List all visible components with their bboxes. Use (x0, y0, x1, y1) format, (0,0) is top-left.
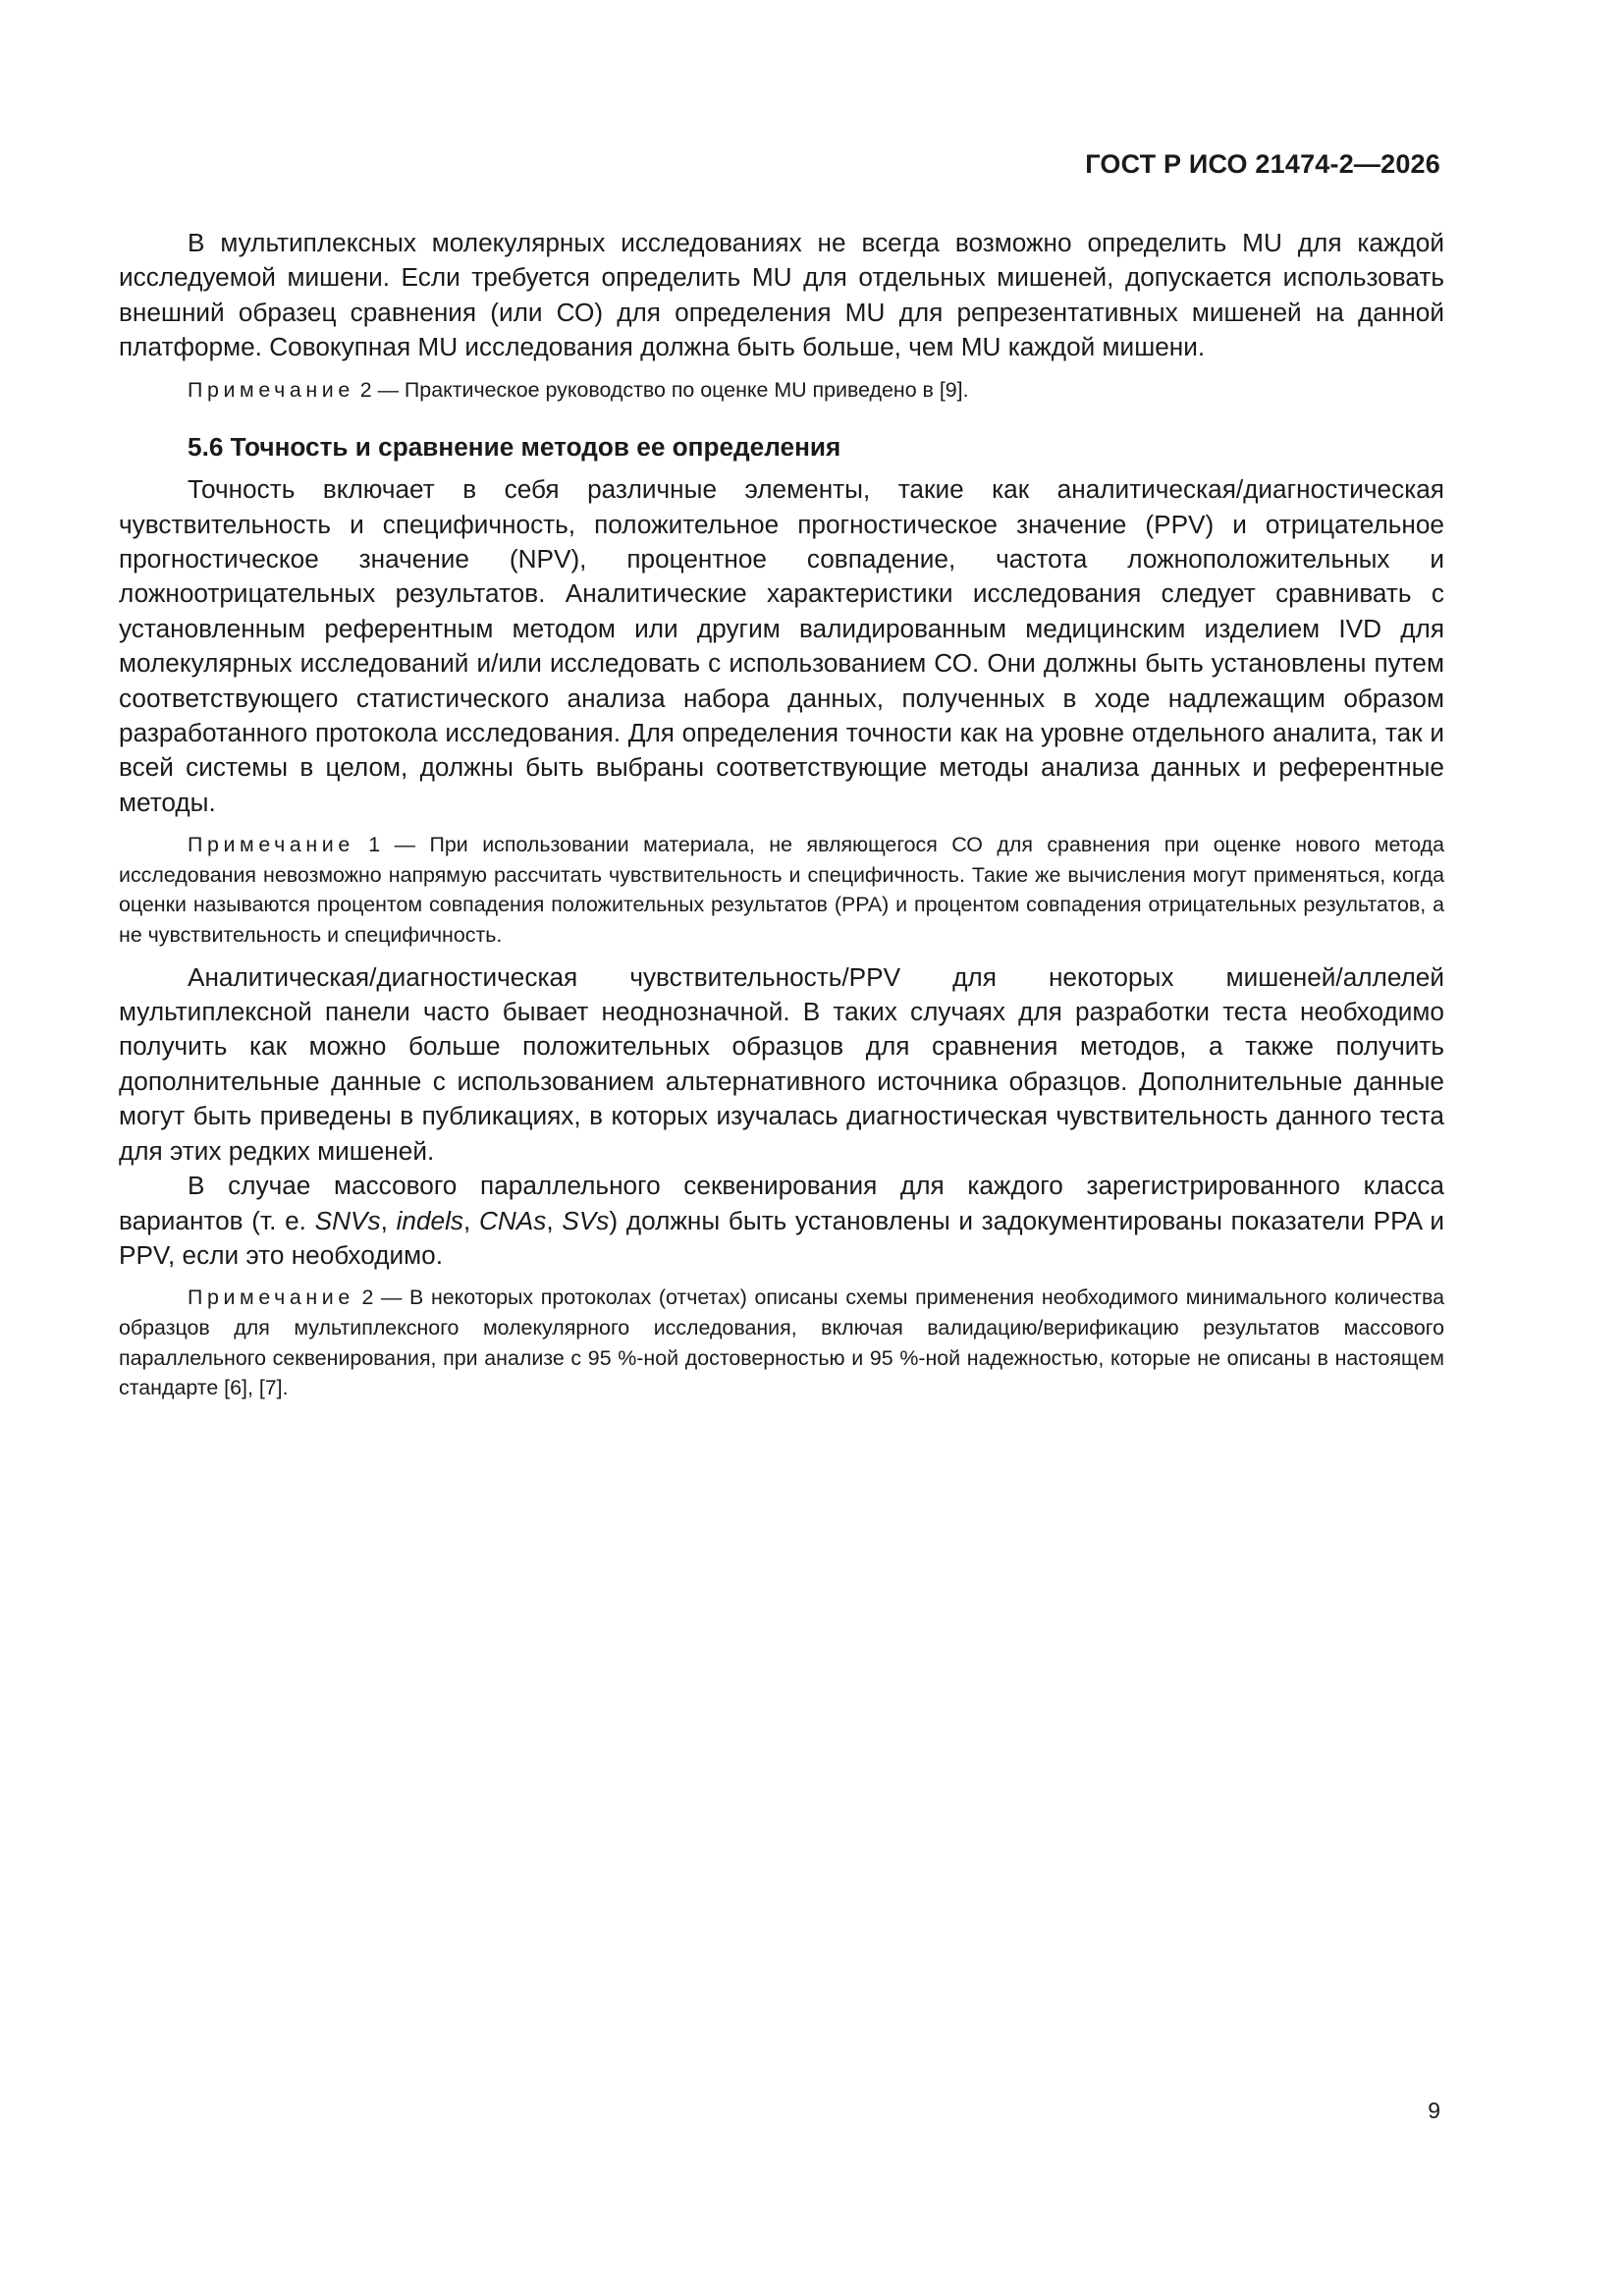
paragraph-mps (119, 1169, 1444, 1273)
note-protocols (119, 1283, 1444, 1402)
text-fragment: , (463, 1205, 479, 1235)
note-label: Примечание (188, 1285, 354, 1310)
note-text: 2 — В некоторых протоколах (отчетах) описаны схемы применения необходимого минимального количества образцов для мультиплексного молекулярного исследования, включая валидацию/верификацию результатов массового параллельного секвенирования, при анализе с 95 %-ной достоверностью и 95 %-ной надежностью, которые не описаны в настоящем стандарте [6], [7]. (119, 1285, 1444, 1400)
term-cnas: CNAs (478, 1205, 547, 1235)
note-text: 1 — При использовании материала, не являющегося СО для сравнения при оценке нового метода исследования невозможно напрямую рассчитать чувствительность и специфичность. Такие же вычисления могут применяться, когда оценки называются процентом совпадения положительных результатов (PPA) и процентом совпадения отрицательных результатов, а не чувствительность и специфичность. (119, 833, 1444, 948)
text-fragment: В случае массового параллельного секвенирования для каждого зарегистрированного класса вариантов (т. е. (119, 1171, 1444, 1235)
note-ppa (119, 830, 1444, 950)
paragraph-sensitivity: Аналитическая/диагностическая чувствительность/PPV для некоторых мишеней/аллелей мультиплексной панели часто бывает неоднозначной. В таких случаях для разработки теста необходимо получить как можно больше положительных образцов для сравнения методов, а также получить дополнительные данные с использованием альтернативного источника образцов. Дополнительные данные могут быть приведены в публикациях, в которых изучалась диагностическая чувствительность данного теста для этих редких мишеней. (119, 961, 1444, 1166)
text-fragment: ) должны быть установлены и задокументированы показатели PPA и PPV, если это необходимо. (119, 1205, 1444, 1270)
note-mu-guidance (119, 375, 1444, 406)
term-svs: SVs (562, 1205, 610, 1235)
page-body (119, 226, 1444, 1403)
paragraph-accuracy: Точность включает в себя различные элементы, такие как аналитическая/диагностическая чувствительность и специфичность, положительное прогностическое значение (PPV) и отрицательное прогностическое значение (NPV), процентное совпадение, частота ложноположительных и ложноотрицательных результатов. Аналитические характеристики исследования следует сравнивать с установленным референтным методом или другим валидированным медицинским изделием IVD для молекулярных исследований и/или исследовать с использованием СО. Они должны быть установлены путем соответствующего статистического анализа набора данных, полученных в ходе надлежащим образом разработанного протокола исследования. Для определения точности как на уровне отдельного аналита, так и всей системы в целом, должны быть выбраны соответствующие методы анализа данных и референтные методы. (119, 474, 1444, 817)
text-fragment: , (546, 1205, 563, 1235)
text-fragment: , (380, 1205, 397, 1235)
document-identifier: ГОСТ Р ИСО 21474-2—2026 (1085, 149, 1440, 179)
term-indels: indels (396, 1205, 463, 1235)
term-snvs: SNVs (314, 1205, 381, 1235)
page-number: 9 (1428, 2098, 1440, 2123)
note-label: Примечание (188, 377, 354, 402)
note-label: Примечание (188, 833, 354, 857)
section-heading: 5.6 Точность и сравнение методов ее определения (188, 432, 841, 463)
note-text: 2 — Практическое руководство по оценке MU приведено в [9]. (353, 377, 969, 402)
paragraph-mu-multiplex: В мультиплексных молекулярных исследованиях не всегда возможно определить MU для каждой исследуемой мишени. Если требуется определить MU для отдельных мишеней, допускается использовать внешний образец сравнения (или СО) для определения MU для репрезентативных мишеней на данной платформе. Совокупная MU исследования должна быть больше, чем MU каждой мишени. (119, 228, 1444, 362)
